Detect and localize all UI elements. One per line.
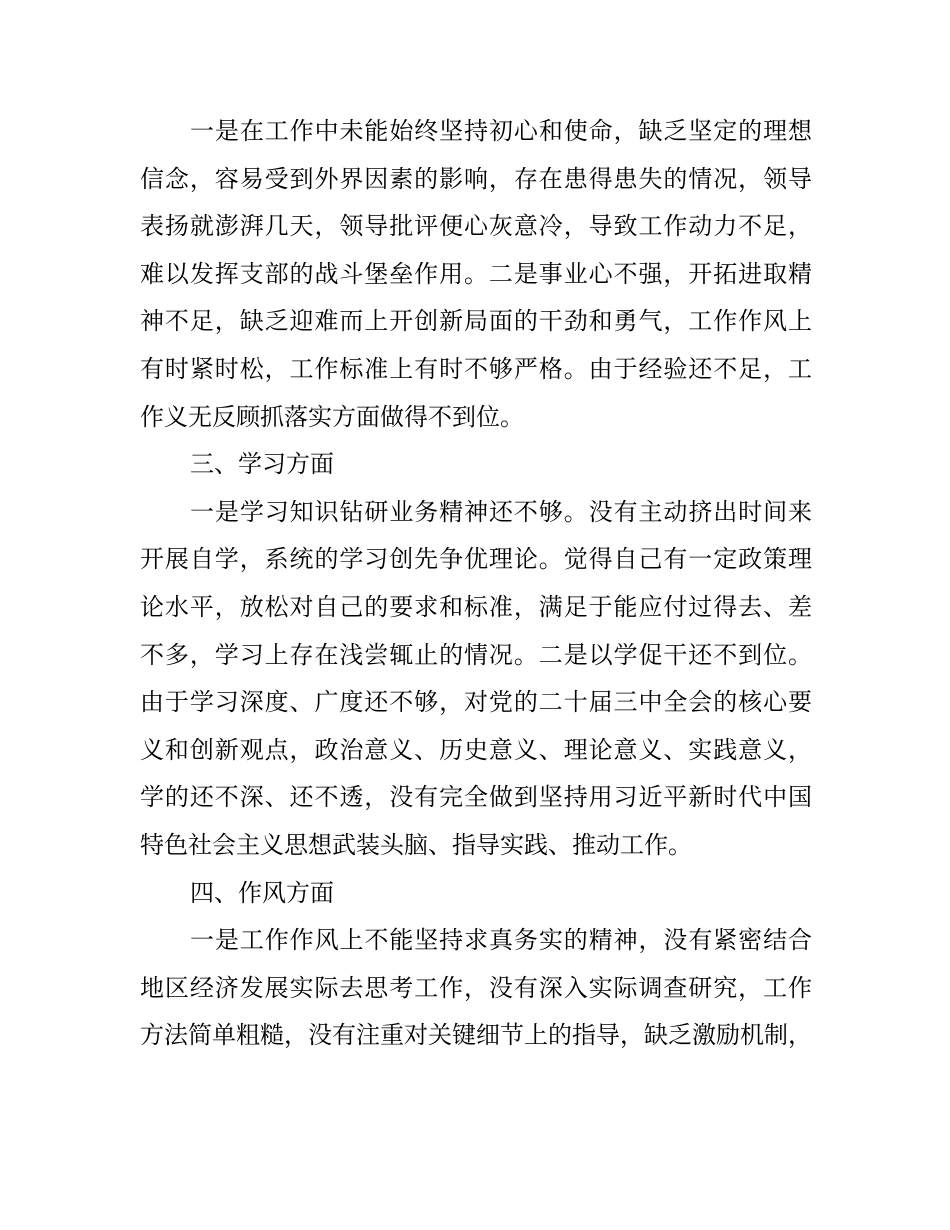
text-line: 一是工作作风上不能坚持求真务实的精神，没有紧密结合 (190, 926, 812, 955)
section-heading: 三、学习方面 (190, 450, 334, 479)
text-line: 信念，容易受到外界因素的影响，存在患得患失的情况，领导 (140, 164, 812, 193)
text-line: 论水平，放松对自己的要求和标准，满足于能应付过得去、差 (140, 592, 812, 621)
section-heading: 四、作风方面 (190, 878, 334, 907)
text-line: 开展自学，系统的学习创先争优理论。觉得自己有一定政策理 (140, 545, 812, 574)
text-line: 义和创新观点，政治意义、历史意义、理论意义、实践意义， (140, 735, 812, 764)
text-line: 地区经济发展实际去思考工作，没有深入实际调查研究，工作 (140, 973, 812, 1002)
text-line: 难以发挥支部的战斗堡垒作用。二是事业心不强，开拓进取精 (140, 259, 812, 288)
text-line: 表扬就澎湃几天，领导批评便心灰意冷，导致工作动力不足， (140, 212, 812, 241)
text-line: 神不足，缺乏迎难而上开创新局面的干劲和勇气，工作作风上 (140, 307, 812, 336)
text-line: 作义无反顾抓落实方面做得不到位。 (140, 402, 524, 431)
text-line: 方法简单粗糙，没有注重对关键细节上的指导，缺乏激励机制， (140, 1021, 812, 1050)
text-line: 有时紧时松，工作标准上有时不够严格。由于经验还不足，工 (140, 354, 812, 383)
text-line: 不多，学习上存在浅尝辄止的情况。二是以学促干还不到位。 (140, 640, 812, 669)
text-line: 特色社会主义思想武装头脑、指导实践、推动工作。 (140, 830, 692, 859)
text-line: 一是学习知识钻研业务精神还不够。没有主动挤出时间来 (190, 497, 812, 526)
text-line: 由于学习深度、广度还不够，对党的二十届三中全会的核心要 (140, 688, 812, 717)
document-page (140, 108, 812, 1060)
text-line: 学的还不深、还不透，没有完全做到坚持用习近平新时代中国 (140, 783, 812, 812)
text-line: 一是在工作中未能始终坚持初心和使命，缺乏坚定的理想 (190, 117, 812, 145)
